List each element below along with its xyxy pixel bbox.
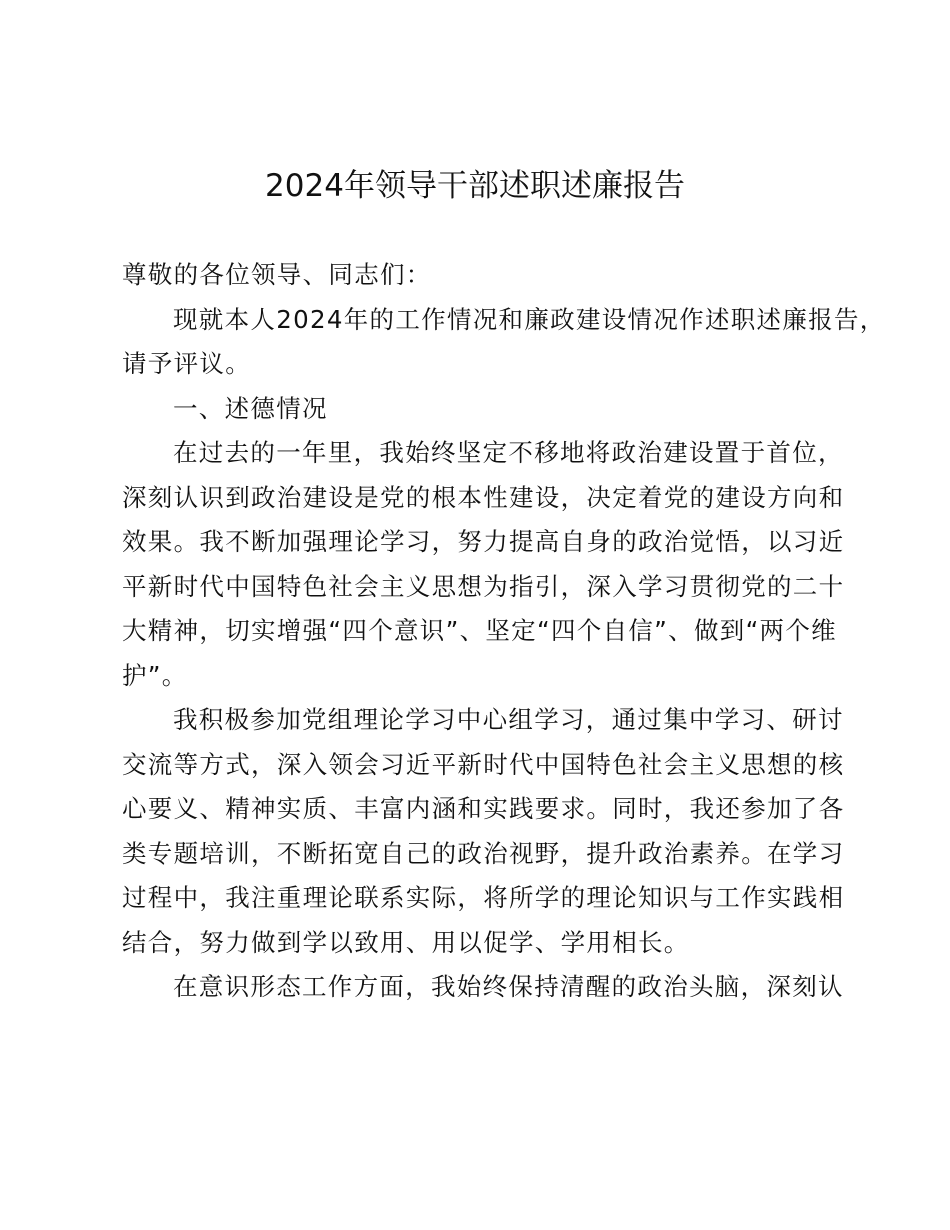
document-title: 2024年领导干部述职述廉报告 bbox=[265, 168, 685, 204]
text-line: 平新时代中国特色社会主义思想为指引，深入学习贯彻党的二十 bbox=[122, 571, 845, 601]
text-line: 过程中，我注重理论联系实际，将所学的理论知识与工作实践相 bbox=[122, 883, 845, 912]
text-line: 请予评议。 bbox=[122, 349, 251, 378]
text-line: 在过去的一年里，我始终坚定不移地将政治建设置于首位， bbox=[173, 438, 844, 467]
text-line: 结合，努力做到学以致用、用以促学、学用相长。 bbox=[122, 927, 690, 957]
text-line: 效果。我不断加强理论学习，努力提高自身的政治觉悟，以习近 bbox=[122, 527, 845, 556]
text-line: 深刻认识到政治建设是党的根本性建设，决定着党的建设方向和 bbox=[122, 482, 845, 512]
text-line: 现就本人2024年的工作情况和廉政建设情况作述职述廉报告， bbox=[173, 304, 886, 334]
text-line: 心要义、精神实质、丰富内涵和实践要求。同时，我还参加了各 bbox=[122, 794, 845, 823]
text-line: 大精神，切实增强“四个意识”、坚定“四个自信”、做到“两个维 bbox=[122, 616, 837, 645]
text-line: 交流等方式，深入领会习近平新时代中国特色社会主义思想的核 bbox=[122, 749, 845, 779]
text-line: 护”。 bbox=[122, 660, 188, 690]
text-line: 一、述德情况 bbox=[173, 393, 328, 423]
text-line: 我积极参加党组理论学习中心组学习，通过集中学习、研讨 bbox=[173, 705, 844, 734]
text-line: 类专题培训，不断拓宽自己的政治视野，提升政治素养。在学习 bbox=[122, 838, 845, 868]
text-line: 尊敬的各位领导、同志们： bbox=[122, 260, 432, 289]
text-line: 在意识形态工作方面，我始终保持清醒的政治头脑，深刻认 bbox=[173, 972, 844, 1001]
